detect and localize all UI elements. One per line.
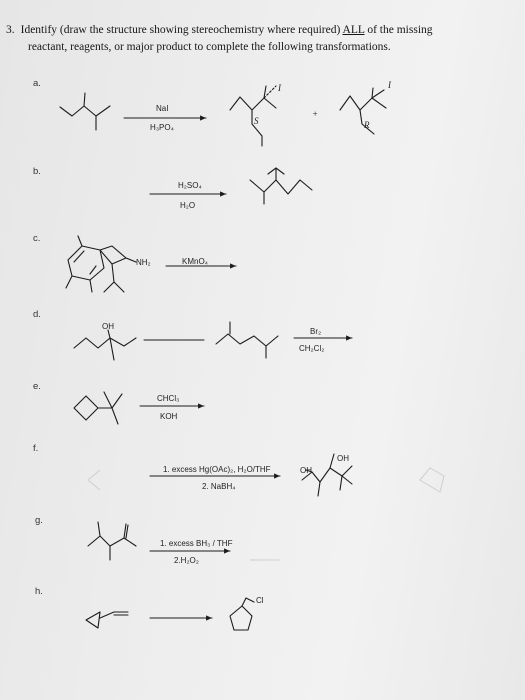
part-a-product-r xyxy=(340,80,392,134)
question-number: 3. xyxy=(6,24,15,36)
part-d-reagent-top: Br₂ xyxy=(310,327,322,336)
question-line1-rest: of the missing xyxy=(367,24,433,36)
part-a-reagent-bottom: H₃PO₄ xyxy=(150,123,174,132)
part-e-reagent-bottom: KOH xyxy=(160,412,178,421)
part-b-reagent-top: H₂SO₄ xyxy=(178,181,202,190)
part-e-reactant xyxy=(74,392,122,424)
part-f-label: f. xyxy=(33,443,39,454)
part-f-product-oh-2: OH xyxy=(300,466,312,475)
part-e-label: e. xyxy=(33,381,41,392)
part-g-reagent-bottom: 2.H₂O₂ xyxy=(174,556,199,565)
part-a-plus: + xyxy=(312,109,319,119)
bleed-through-marks xyxy=(88,468,444,560)
part-g-reagent-top: 1. excess BH₃ / THF xyxy=(160,539,233,548)
part-f-product-oh-1: OH xyxy=(337,454,349,463)
part-b-label: b. xyxy=(33,166,41,177)
part-h-label: h. xyxy=(35,586,43,597)
part-c-reactant xyxy=(66,236,136,292)
part-f-reagent-top: 1. excess Hg(OAc)₂, H₂O/THF xyxy=(163,465,271,474)
part-h-reactant xyxy=(86,612,128,628)
part-h-product xyxy=(230,598,254,630)
part-d-reagent-bottom: CH₂Cl₂ xyxy=(299,344,325,353)
part-d-label: d. xyxy=(33,309,41,320)
part-f-product xyxy=(302,454,352,496)
part-a-product-config-r: R xyxy=(364,120,370,130)
part-g-label: g. xyxy=(35,515,43,526)
part-a-reagent-top: NaI xyxy=(156,104,169,113)
part-c-reagent-top: KMnO₄ xyxy=(182,257,208,266)
part-c-nh2: NH₂ xyxy=(136,258,151,267)
part-a-product-iodo-1: I xyxy=(278,83,281,93)
part-b-product xyxy=(250,168,312,204)
part-a-product-iodo-2: I xyxy=(388,80,391,90)
part-h-product-cl: Cl xyxy=(256,596,264,605)
part-c-label: c. xyxy=(33,233,41,244)
part-a-reactant xyxy=(60,93,110,130)
part-e-reagent-top: CHCl₃ xyxy=(157,394,180,403)
part-d-oh: OH xyxy=(102,322,114,331)
part-d-reactant xyxy=(74,330,136,360)
part-a-product-s xyxy=(230,83,282,146)
part-g-reactant xyxy=(88,522,136,560)
question-lead: Identify (draw the structure showing stereochemistry where required) xyxy=(20,24,341,36)
question-all: ALL xyxy=(342,24,365,36)
part-a-label: a. xyxy=(33,78,41,89)
part-a-product-config-s: S xyxy=(254,116,259,126)
part-b-reagent-bottom: H₂O xyxy=(180,201,196,210)
part-d-intermediate xyxy=(216,322,278,358)
question-line-2: reactant, reagents, or major product to complete the following transformations. xyxy=(28,41,391,53)
part-f-reagent-bottom: 2. NaBH₄ xyxy=(202,482,236,491)
